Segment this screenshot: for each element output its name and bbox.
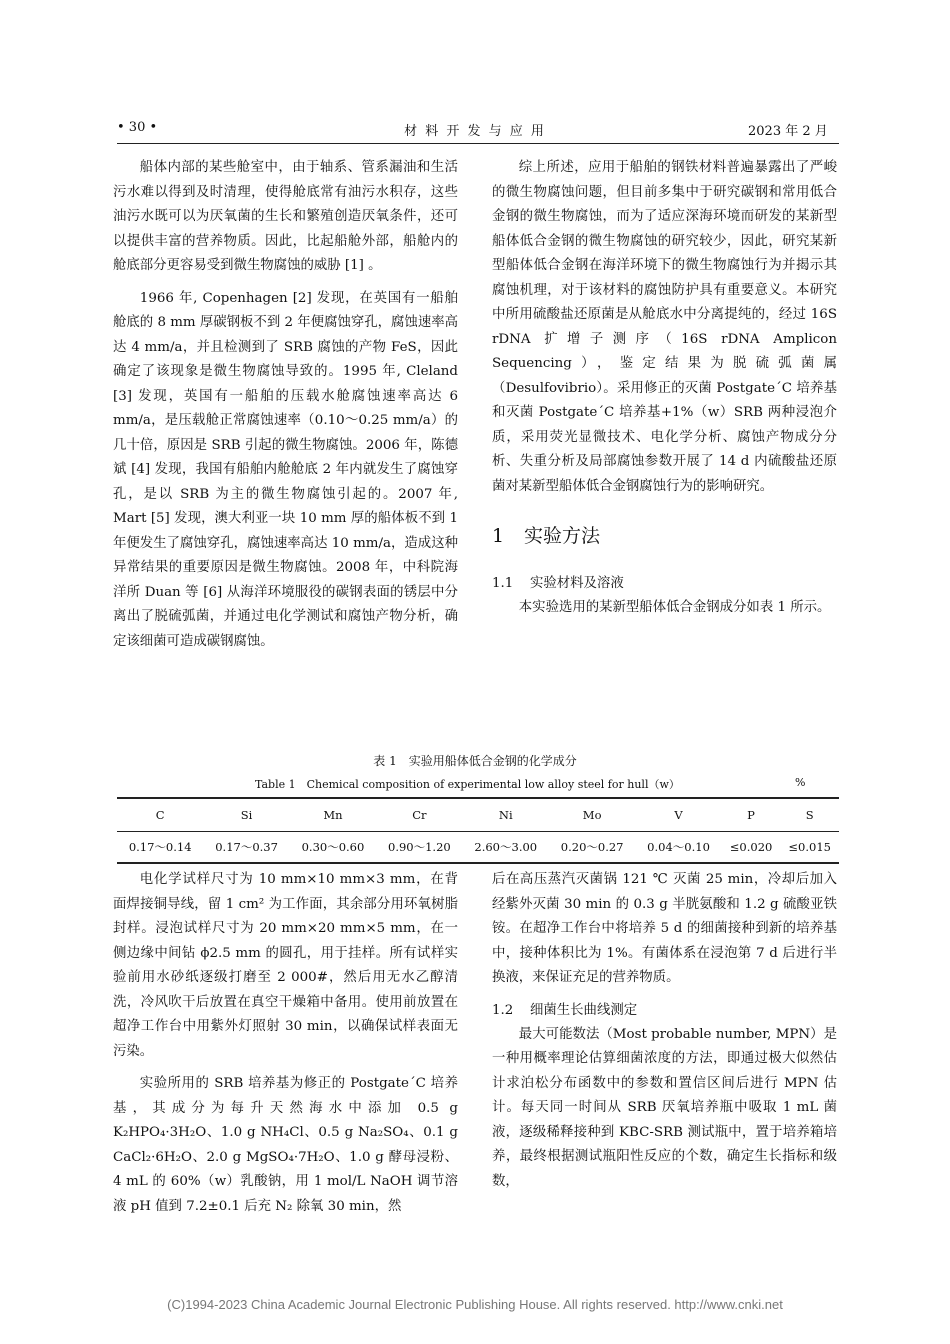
paragraph: 后在高压蒸汽灭菌锅 121 ℃ 灭菌 25 min，冷却后加入经紫外灭菌 30 min 的 0.3 g 半胱氨酸和 1.2 g 硫酸亚铁铵。在超净工作台中将培养 5 d 的细菌接种到新的培养基中，接种体积比为 1%。有菌体系在浸泡第 7 d 后进行半换液，来保证充足的营养物质。 xyxy=(492,872,837,985)
table-cell: 2.60～3.00 xyxy=(463,832,549,864)
table-cell: 0.90～1.20 xyxy=(376,832,462,864)
subsection-number: 1.1 xyxy=(492,576,514,591)
table-header-cell: Si xyxy=(203,798,289,832)
page-number: • 30 • xyxy=(117,120,158,135)
section-title: 实验方法 xyxy=(524,525,601,547)
subsection-title: 实验材料及溶液 xyxy=(530,576,624,591)
paragraph: 1966 年, Copenhagen [2] 发现，在英国有一船舶舱底的 8 mm 厚碳钢板不到 2 年便腐蚀穿孔，腐蚀速率高达 4 mm/a，并且检测到了 SRB 腐蚀的产物 FeS，因此确定了该现象是微生物腐蚀导致的。1995 年, Cleland [3] 发现，英国有一船舶的压载水舱腐蚀速率高达 6 mm/a，是压载舱正常腐蚀速率（0.10～0.25 mm/a）的几十倍，原因是 SRB 引起的微生物腐蚀。2006 年，陈德斌 [4] 发现，我国有船舶内舱舱底 2 年内就发生了腐蚀穿孔，是以 SRB 为主的微生物腐蚀引起的。2007 年, Mart [5] 发现，澳大利亚一块 10 mm 厚的船体板不到 1 年便发生了腐蚀穿孔，腐蚀速率高达 10 mm/a，造成这种异常结果的重要原因是微生物腐蚀。2008 年，中科院海洋所 Duan 等 [6] 从海洋环境服役的碳钢表面的锈层中分离出了脱硫弧菌，并通过电化学测试和腐蚀产物分析，确定该细菌可造成碳钢腐蚀。 xyxy=(113,290,458,649)
table-caption-en: Table 1 Chemical composition of experimental low alloy steel for hull（w） xyxy=(255,778,680,791)
table-cell: ≤0.015 xyxy=(780,832,839,864)
right-column-top xyxy=(492,156,837,629)
section-heading xyxy=(492,521,837,548)
paragraph: 综上所述，应用于船舶的钢铁材料普遍暴露出了严峻的微生物腐蚀问题，但目前多集中于研究碳钢和常用低合金钢的微生物腐蚀，而为了适应深海环境而研发的某新型船体低合金钢的微生物腐蚀的研究较少，因此，研究某新型船体低合金钢在海洋环境下的微生物腐蚀行为并揭示其腐蚀机理，对于该材料的腐蚀防护具有重要意义。本研究中所用硫酸盐还原菌是从舱底水中分离提纯的，经过 16S rDNA 扩增子测序（16S rDNA Amplicon Sequencing），鉴定结果为脱硫弧菌属（Desulfovibrio）。采用修正的灭菌 Postgate´C 培养基和灭菌 Postgate´C 培养基+1%（w）SRB 两种浸泡介质，采用荧光显微技术、电化学分析、腐蚀产物成分分析、失重分析及局部腐蚀参数开展了 14 d 内硫酸盐还原菌对某新型船体低合金钢腐蚀行为的影响研究。 xyxy=(492,160,837,494)
paragraph: 最大可能数法（Most probable number, MPN）是一种用概率理论估算细菌浓度的方法，即通过极大似然估计求泊松分布函数中的参数和置信区间后进行 MPN 估计。每天同一时间从 SRB 厌氧培养瓶中吸取 1 mL 菌液，逐级稀释接种到 KBC-SRB 测试瓶中，置于培养箱培养，最终根据测试瓶阳性反应的个数，确定生长指标和级数， xyxy=(492,1026,837,1189)
paragraph: 本实验选用的某新型船体低合金钢成分如表 1 所示。 xyxy=(518,600,831,615)
copyright-footer: (C)1994-2023 China Academic Journal Electronic Publishing House. All rights reserved. http://www.cnki.net xyxy=(167,1297,783,1312)
table-cell: 0.04～0.10 xyxy=(635,832,721,864)
table-header-cell: P xyxy=(722,798,781,832)
table-header-cell: Ni xyxy=(463,798,549,832)
header-rule xyxy=(117,143,839,144)
composition-table xyxy=(117,797,839,864)
table-row xyxy=(117,832,839,864)
table-cell: 0.30～0.60 xyxy=(290,832,376,864)
table-header-cell: S xyxy=(780,798,839,832)
issue-date: 2023 年 2 月 xyxy=(748,124,828,139)
table-header-cell: C xyxy=(117,798,203,832)
table-header-cell: V xyxy=(635,798,721,832)
table-header-row xyxy=(117,798,839,832)
table-cell: 0.17～0.14 xyxy=(117,832,203,864)
subsection-heading xyxy=(492,572,837,596)
table-cell: 0.20～0.27 xyxy=(549,832,635,864)
journal-title: 材 料 开 发 与 应 用 xyxy=(404,124,546,139)
subsection-number: 1.2 xyxy=(492,1002,514,1018)
paragraph: 实验所用的 SRB 培养基为修正的 Postgate´C 培养基，其成分为每升天然海水中添加 0.5 g K₂HPO₄·3H₂O、1.0 g NH₄Cl、0.5 g Na₂SO₄、0.1 g CaCl₂·6H₂O、2.0 g MgSO₄·7H₂O、1.0 g 酵母浸粉、4 mL 的 60%（w）乳酸钠，用 1 mol/L NaOH 调节溶液 pH 值到 7.2±0.1 后充 N₂ 除氧 30 min，然 xyxy=(113,1076,458,1214)
section-number: 1 xyxy=(492,525,505,547)
left-column-bottom xyxy=(113,868,458,1227)
table-cell: ≤0.020 xyxy=(722,832,781,864)
right-column-bottom xyxy=(492,868,837,1202)
left-column-top xyxy=(113,156,458,662)
table-cell: 0.17～0.37 xyxy=(203,832,289,864)
table-header-cell: Mn xyxy=(290,798,376,832)
subsection-title: 细菌生长曲线测定 xyxy=(530,1002,638,1018)
table-header-cell: Cr xyxy=(376,798,462,832)
paragraph: 电化学试样尺寸为 10 mm×10 mm×3 mm，在背面焊接铜导线，留 1 cm² 为工作面，其余部分用环氧树脂封样。浸泡试样尺寸为 20 mm×20 mm×5 mm，在一侧边缘中间钻 ϕ2.5 mm 的圆孔，用于挂样。所有试样实验前用水砂纸逐级打磨至 2 000#，然后用无水乙醇清洗，冷风吹干后放置在真空干燥箱中备用。使用前放置在超净工作台中用紫外灯照射 30 min，以确保试样表面无污染。 xyxy=(113,872,458,1059)
paragraph: 船体内部的某些舱室中，由于轴系、管系漏油和生活污水难以得到及时清理，使得舱底常有油污水积存，这些油污水既可以为厌氧菌的生长和繁殖创造厌氧条件，还可以提供丰富的营养物质。因此，比起船舱外部，船舱内的舱底部分更容易受到微生物腐蚀的威胁 [1] 。 xyxy=(113,160,458,273)
table-header-cell: Mo xyxy=(549,798,635,832)
table-caption-cn: 表 1 实验用船体低合金钢的化学成分 xyxy=(373,754,577,768)
subsection-heading xyxy=(492,999,837,1023)
table-unit: % xyxy=(795,776,806,789)
